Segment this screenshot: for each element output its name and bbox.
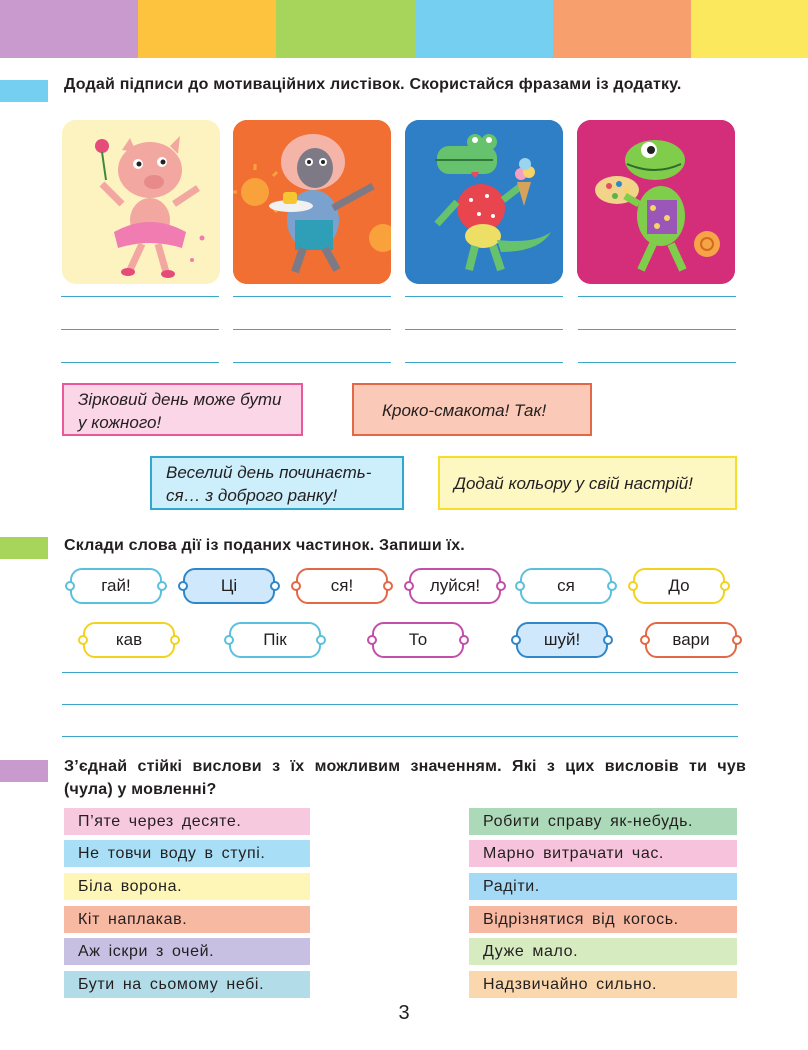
page-number: 3 <box>398 1002 410 1024</box>
writing-line[interactable] <box>578 296 736 297</box>
pig-ballerina-picture <box>62 120 220 284</box>
meaning-item[interactable]: Робити справу як-небудь. <box>469 808 737 835</box>
writing-line[interactable] <box>405 362 563 363</box>
stripe-yellow <box>691 0 808 58</box>
syllable-text: шуй! <box>543 630 581 649</box>
task3-marker <box>0 760 48 782</box>
stripe-salmon <box>553 0 691 58</box>
phrase-box-star-day <box>62 383 303 436</box>
syllable-text: ся! <box>330 576 354 595</box>
meaning-item[interactable]: Радіти. <box>469 873 737 900</box>
syllable-text: луйся! <box>429 576 481 595</box>
idiom-item[interactable]: Кіт наплакав. <box>64 906 310 933</box>
syllable-tag[interactable] <box>183 568 275 604</box>
phrase-line: ся… з доброго ранку! <box>166 486 338 505</box>
task2-marker <box>0 537 48 559</box>
phrase-line: Додай кольору у свій настрій! <box>454 474 693 493</box>
stripe-purple <box>0 0 138 58</box>
meaning-item[interactable]: Надзвичайно сильно. <box>469 971 737 998</box>
crocodile-icecream-picture <box>405 120 563 284</box>
syllable-text: вари <box>672 630 710 649</box>
writing-line[interactable] <box>233 329 391 330</box>
syllable-tag[interactable] <box>372 622 464 658</box>
writing-line[interactable] <box>578 362 736 363</box>
syllable-tag[interactable] <box>633 568 725 604</box>
writing-line[interactable] <box>405 296 563 297</box>
task3-instruction-line1: З’єднай стійкі вислови з їх можливим значенням. Які з цих висловів ти чув <box>64 758 746 775</box>
stripe-blue <box>415 0 553 58</box>
syllable-text: То <box>408 630 428 649</box>
stripe-orange <box>138 0 276 58</box>
idiom-item[interactable]: П’яте через десяте. <box>64 808 310 835</box>
phrase-line: Кроко-смакота! Так! <box>382 401 547 420</box>
syllable-text: кав <box>115 630 143 649</box>
idiom-item[interactable]: Біла ворона. <box>64 873 310 900</box>
syllable-tag[interactable] <box>520 568 612 604</box>
stripe-green <box>276 0 415 58</box>
syllable-tag[interactable] <box>70 568 162 604</box>
phrase-box-cheerful-day <box>150 456 404 510</box>
syllable-text: Ці <box>220 576 238 595</box>
meaning-item[interactable]: Марно витрачати час. <box>469 840 737 867</box>
syllable-tag[interactable] <box>409 568 501 604</box>
writing-line[interactable] <box>578 329 736 330</box>
phrase-line: Веселий день починаєть- <box>166 463 372 482</box>
writing-line[interactable] <box>61 329 219 330</box>
idiom-item[interactable]: Бути на сьомому небі. <box>64 971 310 998</box>
task3-instruction-line2: (чула) у мовленні? <box>64 781 217 798</box>
syllable-tag[interactable] <box>83 622 175 658</box>
writing-line[interactable] <box>233 296 391 297</box>
idiom-item[interactable]: Аж іскри з очей. <box>64 938 310 965</box>
writing-line[interactable] <box>61 296 219 297</box>
answer-line[interactable] <box>62 672 738 673</box>
syllable-tag[interactable] <box>516 622 608 658</box>
answer-line[interactable] <box>62 704 738 705</box>
idiom-item[interactable]: Не товчи воду в ступі. <box>64 840 310 867</box>
syllable-tag[interactable] <box>229 622 321 658</box>
phrase-line: Зірковий день може бути <box>78 390 282 409</box>
task1-marker <box>0 80 48 102</box>
writing-line[interactable] <box>233 362 391 363</box>
sheep-waiter-picture <box>233 120 391 284</box>
writing-line[interactable] <box>405 329 563 330</box>
task1-instruction: Додай підписи до мотиваційних листівок. Скористайся фразами із додатку. <box>64 76 682 93</box>
chameleon-painter-picture <box>577 120 735 284</box>
syllable-text: До <box>668 576 690 595</box>
syllable-text: гай! <box>101 576 131 595</box>
syllable-tag[interactable] <box>296 568 388 604</box>
task2-instruction: Склади слова дії із поданих частинок. Запиши їх. <box>64 537 465 554</box>
phrase-box-add-color <box>438 456 737 510</box>
phrase-box-croco <box>352 383 592 436</box>
syllable-text: Пік <box>263 630 287 649</box>
meaning-item[interactable]: Дуже мало. <box>469 938 737 965</box>
phrase-line: у кожного! <box>78 413 162 432</box>
syllable-tag[interactable] <box>645 622 737 658</box>
syllable-text: ся <box>557 576 575 595</box>
answer-line[interactable] <box>62 736 738 737</box>
writing-line[interactable] <box>61 362 219 363</box>
meaning-item[interactable]: Відрізнятися від когось. <box>469 906 737 933</box>
